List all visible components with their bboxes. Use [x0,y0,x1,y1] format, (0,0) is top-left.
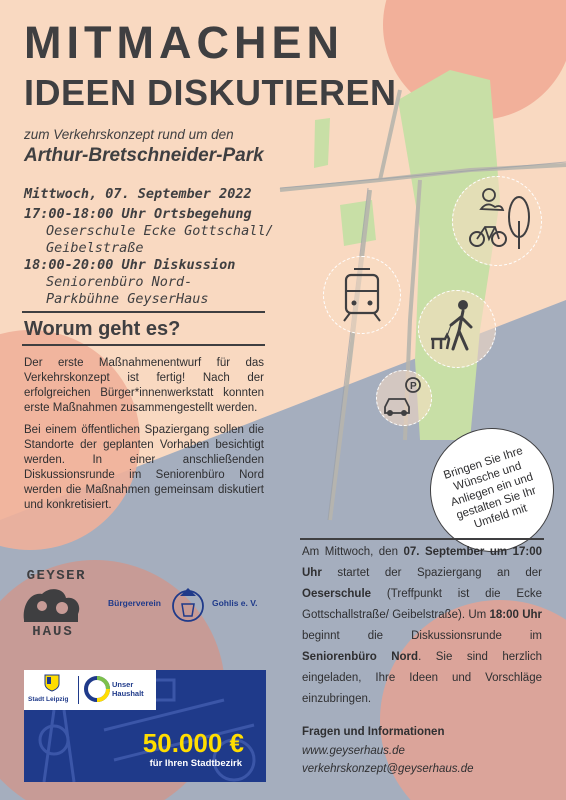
walker-dog-icon-circle [418,290,496,368]
budget-banner [24,670,266,782]
bubble-text: Bringen Sie Ihre Wünsche und Anliegen ein und gestalten Sie Ihr Umfeld mit [442,444,538,531]
schedule-place-2b: Parkbühne GeyserHaus [46,291,209,307]
unser-haushalt-icon [84,676,110,702]
section-heading: Worum geht es? [24,318,181,340]
buergerverein-label: Bürgerverein [108,598,161,608]
details-text: Am Mittwoch, den [302,546,404,558]
paragraph-2: Bei einem öffentlichen Spaziergang sollen die Standorte der geplanten Vorhaben besichtigt werden. In einer anschließenden Diskussionsrunde im Seniorenbüro Nord werden die Maßnahmen gemeinsam diskutiert und konkretisiert. [24,424,264,511]
contact-email-link[interactable]: verkehrskonzept@geyserhaus.de [302,763,474,775]
divider [300,538,544,540]
details-time: 18:00 Uhr [489,609,542,621]
tram-icon [324,257,400,333]
page-subtitle: IDEEN DISKUTIEREN [24,72,397,113]
stadt-leipzig-crest-icon [44,674,60,692]
park-name: Arthur-Bretschneider-Park [24,145,264,166]
contact-website-link[interactable]: www.geyserhaus.de [302,745,405,757]
walker-dog-icon [419,291,495,367]
geyserhaus-logo [20,568,86,640]
schedule-time-1: 17:00-18:00 Uhr Ortsbegehung [24,206,252,222]
divider [22,344,265,346]
budget-amount: 50.000 € [142,728,244,758]
bicycle-tree-icon [453,177,541,265]
details-text: startet der Spaziergang an der [321,567,542,579]
geyser-tree-icon [20,584,86,624]
page-title: MITMACHEN [24,17,344,68]
geyser-logo-top: GEYSER [26,568,86,584]
parking-car-icon [377,371,431,425]
buergerverein-crest-icon [166,582,210,626]
tram-icon-circle [323,256,401,334]
svg-text:P: P [410,381,417,392]
details-date: 07. September um 17:00 Uhr [302,546,543,579]
contact-heading: Fragen und Informationen [302,726,445,738]
geyser-logo-bottom: HAUS [32,624,74,640]
unser-label: Unser [112,680,134,689]
schedule-place-2a: Seniorenbüro Nord- [46,274,193,290]
buergerverein-label-2: Gohlis e. V. [212,598,258,608]
bike-tree-icon-circle [452,176,542,266]
stadt-leipzig-label: Stadt Leipzig [28,696,69,703]
intro-text: zum Verkehrskonzept rund um den [24,127,234,142]
schedule-place-1a: Oeserschule Ecke Gottschall/ [46,223,274,239]
divider [22,311,265,313]
schedule [24,206,274,308]
banner-logo-strip [24,670,156,710]
details-venue: Seniorenbüro Nord [302,651,419,663]
details-text: . Sie sind herzlich eingeladen, Ihre Ideen und Vorschläge einzubringen. [302,651,543,705]
schedule-place-1b: Geibelstraße [46,240,144,256]
details-school: Oeserschule [302,588,372,600]
paragraph-1: Der erste Maßnahmenentwurf für das Verkehrskonzept ist fertig! Nach der erfolgreichen Bürger*innenwerkstatt konnten erste Maßnahmen zusammengestellt werden. [24,357,264,414]
event-date: Mittwoch, 07. September 2022 [24,186,252,202]
budget-tagline: für Ihren Stadtbezirk [149,758,242,769]
logo-divider [78,676,79,704]
details-text: (Treffpunkt ist die Ecke Gottschallstraße/ Geibelstraße). Um [302,588,542,621]
parking-car-icon-circle [376,370,432,426]
schedule-time-2: 18:00-20:00 Uhr Diskussion [24,257,236,273]
haushalt-label: Haushalt [112,689,144,698]
unser-haushalt-label [112,680,144,698]
details-text: beginnt die Diskussionsrunde im [302,630,542,642]
event-details [302,542,542,710]
